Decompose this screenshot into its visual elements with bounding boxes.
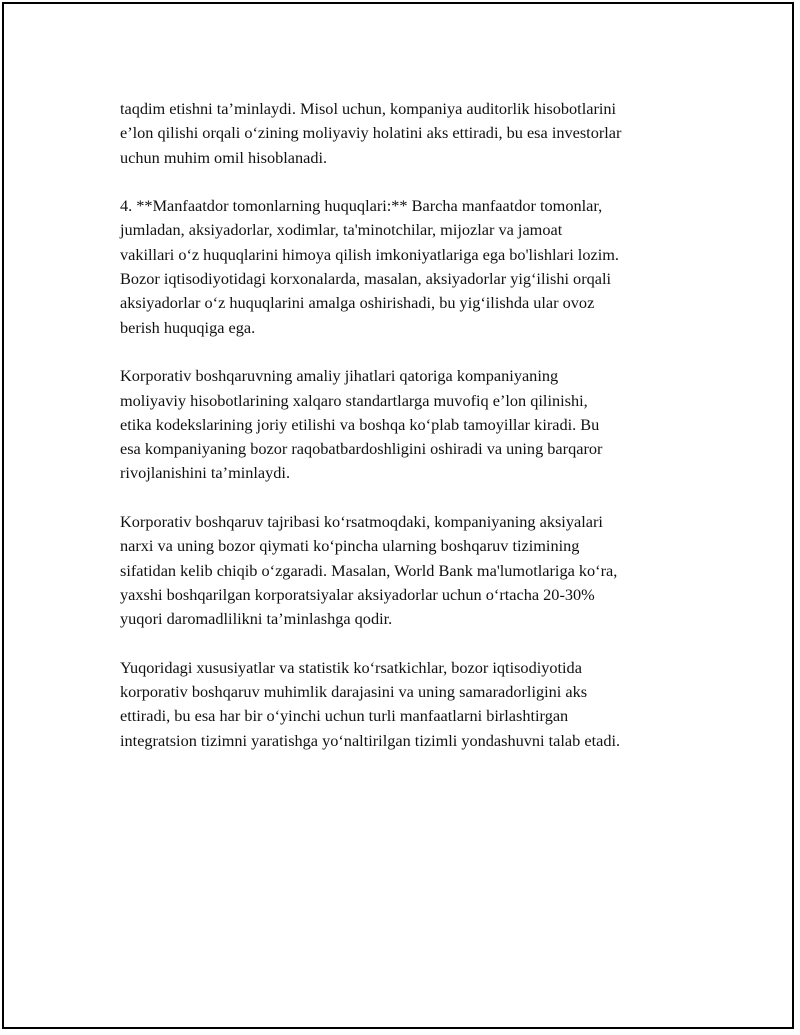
document-body	[120, 97, 695, 777]
text-line: ettiradi, bu esa har bir o‘yinchi uchun turli manfaatlarni birlashtirgan	[120, 706, 569, 726]
text-line: korporativ boshqaruv muhimlik darajasini va uning samaradorligini aks	[120, 682, 588, 702]
text-line: uchun muhim omil hisoblanadi.	[120, 147, 328, 167]
text-line: Korporativ boshqaruv tajribasi ko‘rsatmoqdaki, kompaniyaning aksiyalari	[120, 512, 603, 532]
text-line: berish huquqiga ega.	[120, 317, 256, 337]
text-line: sifatidan kelib chiqib o‘zgaradi. Masalan, World Bank ma'lumotlariga ko‘ra,	[120, 560, 618, 580]
text-line: moliyaviy hisobotlarining xalqaro standartlarga muvofiq e’lon qilinishi,	[120, 390, 588, 410]
text-line: Korporativ boshqaruvning amaliy jihatlari qatoriga kompaniyaning	[120, 366, 559, 386]
text-line: aksiyadorlar o‘z huquqlarini amalga oshirishadi, bu yig‘ilishda ular ovoz	[120, 293, 595, 313]
text-line: yuqori daromadlilikni ta’minlashga qodir.	[120, 609, 393, 629]
text-line: Yuqoridagi xususiyatlar va statistik ko‘rsatkichlar, bozor iqtisodiyotida	[120, 657, 582, 677]
text-line: etika kodekslarining joriy etilishi va boshqa ko‘plab tamoyillar kiradi. Bu	[120, 414, 600, 434]
paragraph	[120, 97, 695, 170]
text-line: taqdim etishni ta’minlaydi. Misol uchun, kompaniya auditorlik hisobotlarini	[120, 99, 617, 118]
paragraph	[120, 364, 695, 485]
text-line: narxi va uning bozor qiymati ko‘pincha ularning boshqaruv tizimining	[120, 536, 580, 556]
text-line: jumladan, aksiyadorlar, xodimlar, ta'minotchilar, mijozlar va jamoat	[120, 220, 563, 240]
text-line: 4. **Manfaatdor tomonlarning huquqlari:** Barcha manfaatdor tomonlar,	[120, 196, 603, 216]
text-line: rivojlanishini ta’minlaydi.	[120, 463, 291, 483]
text-line: integratsion tizimni yaratishga yo‘naltirilgan tizimli yondashuvni talab etadi.	[120, 730, 621, 750]
text-line: Bozor iqtisodiyotidagi korxonalarda, masalan, aksiyadorlar yig‘ilishi orqali	[120, 269, 612, 289]
paragraph	[120, 194, 695, 340]
text-line: e’lon qilishi orqali o‘zining moliyaviy holatini aks ettiradi, bu esa investorlar	[120, 123, 622, 143]
text-line: esa kompaniyaning bozor raqobatbardoshligini oshiradi va uning barqaror	[120, 439, 603, 459]
paragraph	[120, 510, 695, 631]
text-line: vakillari o‘z huquqlarini himoya qilish imkoniyatlariga ega bo'lishlari lozim.	[120, 244, 619, 264]
document-page	[2, 2, 794, 1029]
text-line: yaxshi boshqarilgan korporatsiyalar aksiyadorlar uchun o‘rtacha 20-30%	[120, 584, 595, 604]
paragraph	[120, 656, 695, 753]
